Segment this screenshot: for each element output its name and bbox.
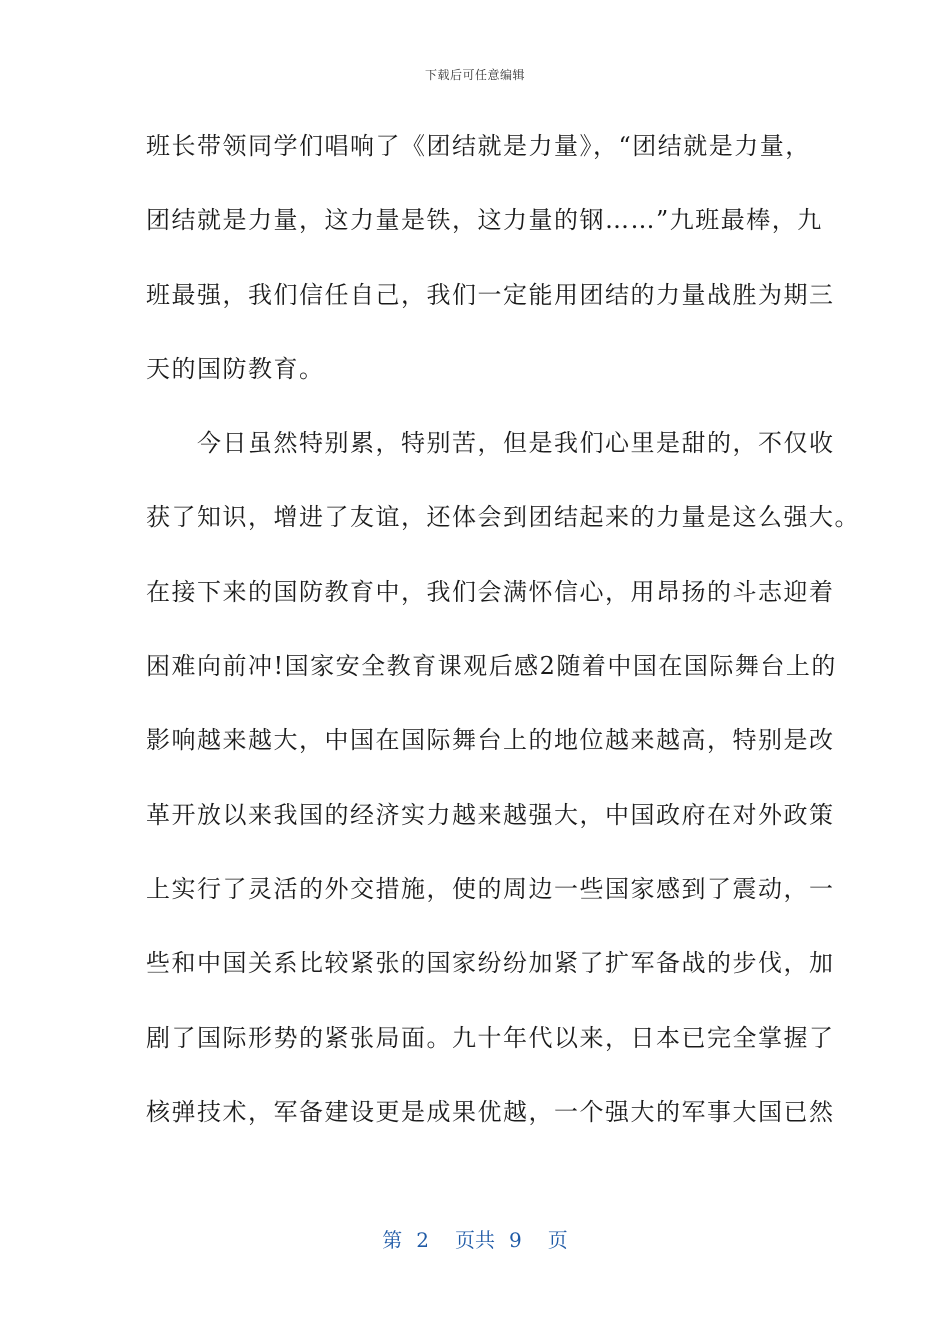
text-line: 影响越来越大，中国在国际舞台上的地位越来越高，特别是改: [146, 726, 835, 755]
text-line: 班长带领同学们唱响了《团结就是力量》，“团结就是力量，: [146, 132, 811, 160]
text-line: 些和中国关系比较紧张的国家纷纷加紧了扩军备战的步伐，加: [146, 949, 835, 978]
text-line: 班最强，我们信任自己，我们一定能用团结的力量战胜为期三: [146, 280, 835, 309]
text-line: 革开放以来我国的经济实力越来越强大，中国政府在对外政策: [146, 800, 835, 829]
page-label-mid: 页共: [455, 1228, 495, 1252]
text-line: 上实行了灵活的外交措施，使的周边一些国家感到了震动，一: [146, 874, 835, 903]
total-pages-number: 9: [509, 1228, 522, 1252]
document-body: [146, 118, 860, 1158]
text-line: 团结就是力量，这力量是铁，这力量的钢……”九班最棒，九: [146, 206, 823, 235]
text-line: 剧了国际形势的紧张局面。九十年代以来，日本已完全掌握了: [146, 1023, 835, 1052]
text-line: 今日虽然特别累，特别苦，但是我们心里是甜的，不仅收: [146, 429, 835, 458]
text-line: 核弹技术，军备建设更是成果优越，一个强大的军事大国已然: [146, 1097, 835, 1126]
current-page-number: 2: [416, 1228, 429, 1252]
text-line: 困难向前冲!国家安全教育课观后感2随着中国在国际舞台上的: [146, 652, 837, 681]
page-label-suffix: 页: [547, 1228, 568, 1252]
page-header: 下载后可任意编辑: [424, 68, 525, 82]
text-line: 天的国防教育。: [146, 354, 325, 383]
text-line: 在接下来的国防教育中，我们会满怀信心，用昂扬的斗志迎着: [146, 577, 835, 606]
page-label-prefix: 第: [382, 1228, 403, 1252]
text-line: 获了知识，增进了友谊，还体会到团结起来的力量是这么强大。: [146, 503, 860, 532]
page-number-footer: [0, 1224, 950, 1253]
